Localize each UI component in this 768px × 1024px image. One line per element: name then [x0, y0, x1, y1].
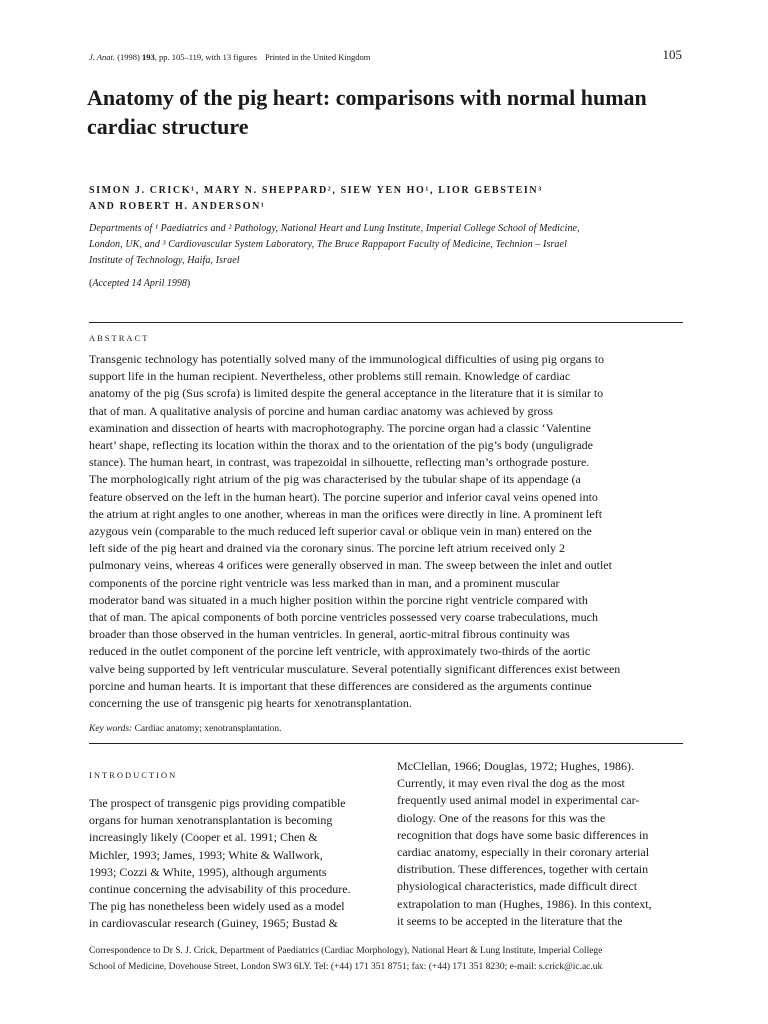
key-words-text: Cardiac anatomy; xenotransplantation. [132, 724, 282, 734]
body-line: increasingly likely (Cooper et al. 1991; Chen & [89, 830, 318, 845]
body-line: it seems to be accepted in the literature that the [397, 913, 623, 928]
page-number: 105 [662, 47, 682, 62]
abstract-line: pulmonary veins, whereas 4 orifices were generally observed in man. The sweep between the inlet and outlet [89, 558, 612, 573]
body-line: diology. One of the reasons for this was the [397, 810, 606, 825]
abstract-line: heart’ shape, reflecting its location within the thorax and to the orientation of the pig’s body (unguligrade [89, 438, 593, 453]
abstract-line: azygous vein (comparable to the much reduced left superior caval or oblique vein in man) entered on the [89, 524, 592, 539]
body-line: McClellan, 1966; Douglas, 1972; Hughes, 1986). [397, 759, 634, 773]
body-line: physiological characteristics, made difficult direct [397, 879, 638, 894]
printed-note: Printed in the United Kingdom [265, 52, 371, 62]
author-line: AND ROBERT H. ANDERSON¹ [89, 201, 266, 212]
body-line: 1993; Cozzi & White, 1995), although arguments [89, 864, 327, 879]
body-line: The prospect of transgenic pigs providing compatible [89, 796, 346, 810]
body-line: distribution. These differences, together with certain [397, 862, 649, 877]
body-line: extrapolation to man (Hughes, 1986). In this context, [397, 896, 652, 911]
journal-volume: 193 [141, 52, 155, 62]
correspondence-footnote [89, 944, 685, 975]
body-line: The pig has nonetheless been widely used as a model [89, 899, 345, 914]
divider [89, 743, 683, 744]
abstract-line: Transgenic technology has potentially solved many of the immunological difficulties of using pig organs to [89, 352, 605, 366]
abstract-line: feature observed on the left in the human heart). The porcine superior and inferior caval veins opened into [89, 489, 598, 504]
body-line: frequently used animal model in experimental car- [397, 793, 640, 808]
accepted-date: (Accepted 14 April 1998) [89, 278, 191, 289]
abstract-line: that of man. The apical components of both porcine ventricles possessed very coarse trabeculations, much [89, 610, 598, 625]
abstract-line: valve being supported by left ventricular musculature. Several potentially significant differences exist between [89, 661, 621, 676]
abstract-line: concerning the use of transgenic pig hearts for xenotransplantation. [89, 696, 412, 711]
body-line: recognition that dogs have some basic differences in [397, 827, 649, 842]
abstract-line: porcine and human hearts. It is important that these differences are considered as the arguments continue [89, 678, 592, 693]
abstract-line: the atrium at right angles to one another, whereas in man the orifices were directly in line. A prominent left [89, 506, 603, 521]
body-line: continue concerning the advisability of this procedure. [89, 882, 351, 897]
body-line: cardiac anatomy, especially in their coronary arterial [397, 845, 650, 860]
abstract-line: reduced in the outlet component of the porcine left ventricle, with approximately two-thirds of the aortic [89, 644, 591, 659]
abstract-line: that of man. A qualitative analysis of porcine and human cardiac anatomy was achieved by gross [89, 403, 553, 418]
divider [89, 322, 683, 323]
abstract-line: examination and dissection of hearts with macrophotography. The porcine organ had a classic ‘Valentine [89, 420, 591, 435]
body-line: Michler, 1993; James, 1993; White & Wallwork, [89, 847, 323, 862]
intro-paragraph-right [397, 758, 683, 930]
introduction-heading: INTRODUCTION [89, 770, 178, 780]
abstract-body [89, 351, 685, 712]
abstract-line: stance). The human heart, in contrast, was trapezoidal in silhouette, reflecting man’s orthograde posture. [89, 455, 590, 470]
abstract-line: support life in the human recipient. Nevertheless, other problems still remain. Knowledge of cardiac [89, 369, 571, 384]
body-line: Currently, it may even rival the dog as the most [397, 776, 625, 791]
key-words [89, 724, 282, 734]
journal-pages: , pp. 105–119, with 13 figures [154, 52, 257, 62]
journal-name: J. Anat. [89, 52, 116, 62]
affiliation-line: Institute of Technology, Haifa, Israel [89, 255, 240, 266]
abstract-line: anatomy of the pig (Sus scrofa) is limited despite the general acceptance in the literature that it is similar to [89, 386, 604, 401]
author-list [89, 183, 683, 215]
left-column [89, 770, 374, 933]
correspondence-line: Correspondence to Dr S. J. Crick, Department of Paediatrics (Cardiac Morphology), National Heart & Lung Institute, Imperial College [89, 946, 603, 956]
abstract-line: left side of the pig heart and drained via the coronary sinus. The porcine left atrium received only 2 [89, 541, 565, 556]
abstract-line: The morphologically right atrium of the pig was characterised by the tubular shape of its appendage (a [89, 472, 581, 487]
title-line: cardiac structure [87, 114, 249, 139]
accepted-text: Accepted 14 April 1998 [92, 278, 187, 289]
abstract-heading: ABSTRACT [89, 333, 150, 343]
affiliations [89, 221, 683, 269]
affiliation-line: Departments of ¹ Paediatrics and ² Pathology, National Heart and Lung Institute, Imperial College School of Medicine, [89, 223, 580, 234]
title-line: Anatomy of the pig heart: comparisons with normal human [87, 85, 647, 110]
key-words-label: Key words: [89, 724, 133, 734]
author-line: SIMON J. CRICK¹, MARY N. SHEPPARD², SIEW YEN HO¹, LIOR GEBSTEIN³ [89, 185, 543, 196]
article-title [87, 83, 687, 141]
running-header [89, 52, 683, 62]
abstract-line: components of the porcine right ventricle was less marked than in man, and a prominent muscular [89, 575, 560, 590]
body-line: organs for human xenotransplantation is becoming [89, 813, 333, 828]
affiliation-line: London, UK, and ³ Cardiovascular System Laboratory, The Bruce Rappaport Faculty of Medicine, Technion – Israel [89, 239, 567, 250]
correspondence-line: School of Medicine, Dovehouse Street, London SW3 6LY. Tel: (+44) 171 351 8751; fax: (+44) 171 351 8230; e-mail: s.crick@ic.ac.uk [89, 961, 603, 972]
journal-year: (1998) [117, 52, 140, 62]
intro-paragraph-left [89, 795, 374, 933]
abstract-line: broader than those observed in the human ventricles. In general, aortic-mitral fibrous continuity was [89, 627, 570, 642]
abstract-line: moderator band was situated in a much higher position within the porcine right ventricle compared with [89, 592, 588, 607]
right-column [397, 758, 683, 930]
body-line: in cardiovascular research (Guiney, 1965; Bustad & [89, 916, 338, 931]
